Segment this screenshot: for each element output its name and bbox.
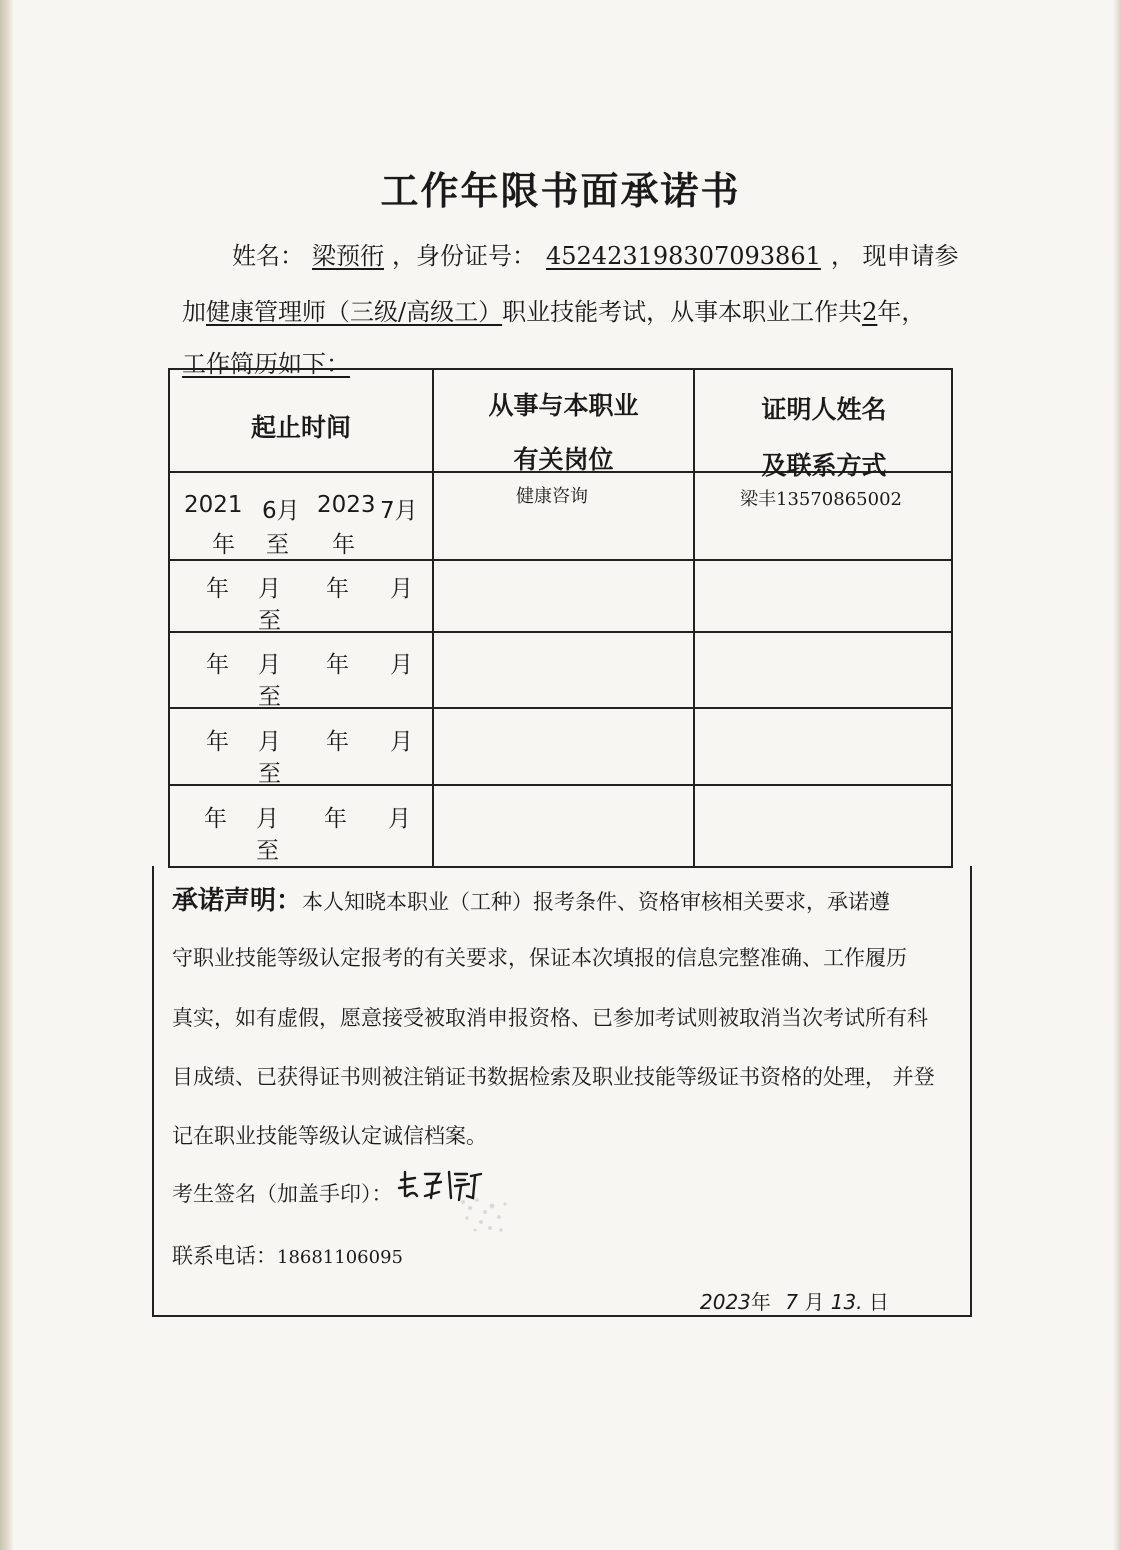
row5-start-yue: 月 (256, 806, 279, 832)
apply-text: ， 现申请参 (830, 242, 959, 270)
row1-start-month: 6月 (262, 498, 300, 524)
work-history-table (168, 368, 953, 868)
row1-end-year: 2023 (317, 492, 376, 518)
row4-end-nian: 年 (326, 729, 349, 755)
row2-end-nian: 年 (326, 576, 349, 602)
date-year-label: 年 (750, 1290, 771, 1314)
handwritten-date (700, 1286, 889, 1315)
row1-witness-value: 梁丰13570865002 (740, 489, 902, 510)
row4-zhi: 至 (258, 761, 281, 787)
header-post-line1: 从事与本职业 (488, 391, 639, 420)
intro-line-1 (232, 236, 959, 271)
name-label: 姓名： (232, 242, 304, 270)
row1-start-year: 2021 (184, 492, 243, 518)
intro-prefix: 加 (182, 298, 206, 326)
row3-start-yue: 月 (258, 652, 281, 678)
phone-value: 18681106095 (277, 1247, 403, 1268)
handwritten-signature (395, 1162, 525, 1242)
row3-end-nian: 年 (326, 652, 349, 678)
date-day: 13. (830, 1290, 863, 1314)
date-month: 7 (785, 1290, 798, 1314)
years-value: 2 (862, 298, 878, 326)
document-title: 工作年限书面承诺书 (380, 169, 741, 213)
exam-title-value: 健康管理师（三级/高级工） (206, 298, 503, 326)
declaration-text-1: 本人知晓本职业（工种）报考条件、资格审核相关要求，承诺遵 (302, 890, 891, 914)
date-month-label: 月 (804, 1290, 825, 1314)
row4-end-yue: 月 (390, 729, 413, 755)
row1-end-month: 7月 (380, 498, 418, 524)
row3-zhi: 至 (258, 684, 281, 710)
intro-middle: 职业技能考试，从事本职业工作共 (502, 298, 863, 326)
signature-label: 考生签名（加盖手印）： (172, 1182, 393, 1206)
row1-nian-label-2: 年 (332, 532, 355, 558)
row3-start-nian: 年 (206, 652, 229, 678)
table-col-divider (693, 370, 695, 866)
id-number-value: 452423198307093861 (546, 242, 821, 270)
name-value: 梁预衎 (312, 242, 384, 270)
row1-nian-label: 年 (212, 532, 235, 558)
declaration-line-5: 记在职业技能等级认定诚信档案。 (172, 1124, 487, 1148)
row4-start-nian: 年 (206, 729, 229, 755)
row5-end-yue: 月 (388, 806, 411, 832)
declaration-line-1 (172, 880, 890, 917)
phone-line (172, 1240, 403, 1270)
header-witness-line1: 证明人姓名 (761, 395, 887, 424)
page-shadow-right (1113, 0, 1121, 1550)
row5-start-nian: 年 (204, 806, 227, 832)
intro-line-2 (182, 292, 925, 327)
table-row-divider (170, 707, 951, 709)
row4-start-yue: 月 (258, 729, 281, 755)
row2-zhi: 至 (258, 608, 281, 634)
declaration-line-2: 守职业技能等级认定报考的有关要求，保证本次填报的信息完整准确、工作履历 (172, 946, 907, 970)
header-period: 起止时间 (250, 413, 351, 442)
declaration-heading: 承诺声明： (172, 886, 303, 916)
id-label: ，身份证号： (392, 242, 536, 270)
table-row-divider (170, 631, 951, 633)
row3-end-yue: 月 (390, 652, 413, 678)
row2-end-yue: 月 (390, 576, 413, 602)
phone-label: 联系电话： (172, 1244, 277, 1268)
date-day-label: 日 (868, 1290, 889, 1314)
intro-suffix: 年， (877, 298, 926, 326)
row2-start-nian: 年 (206, 576, 229, 602)
table-row-divider (170, 559, 951, 561)
table-row-divider (170, 784, 951, 786)
declaration-line-4: 目成绩、已获得证书则被注销证书数据检索及职业技能等级证书资格的处理， 并登 (172, 1065, 935, 1089)
row1-zhi-label: 至 (266, 532, 289, 558)
row1-post-value: 健康咨询 (516, 486, 588, 507)
resume-heading: 工作简历如下： (182, 350, 350, 378)
declaration-line-3: 真实，如有虚假，愿意接受被取消申报资格、已参加考试则被取消当次考试所有科 (172, 1006, 928, 1030)
row5-end-nian: 年 (324, 806, 347, 832)
page-shadow-left (0, 0, 14, 1550)
header-post-line2: 有关岗位 (513, 445, 614, 474)
date-year: 2023 (700, 1290, 751, 1314)
header-witness-line2: 及联系方式 (761, 451, 887, 480)
row2-start-yue: 月 (258, 576, 281, 602)
row5-zhi: 至 (256, 838, 279, 864)
